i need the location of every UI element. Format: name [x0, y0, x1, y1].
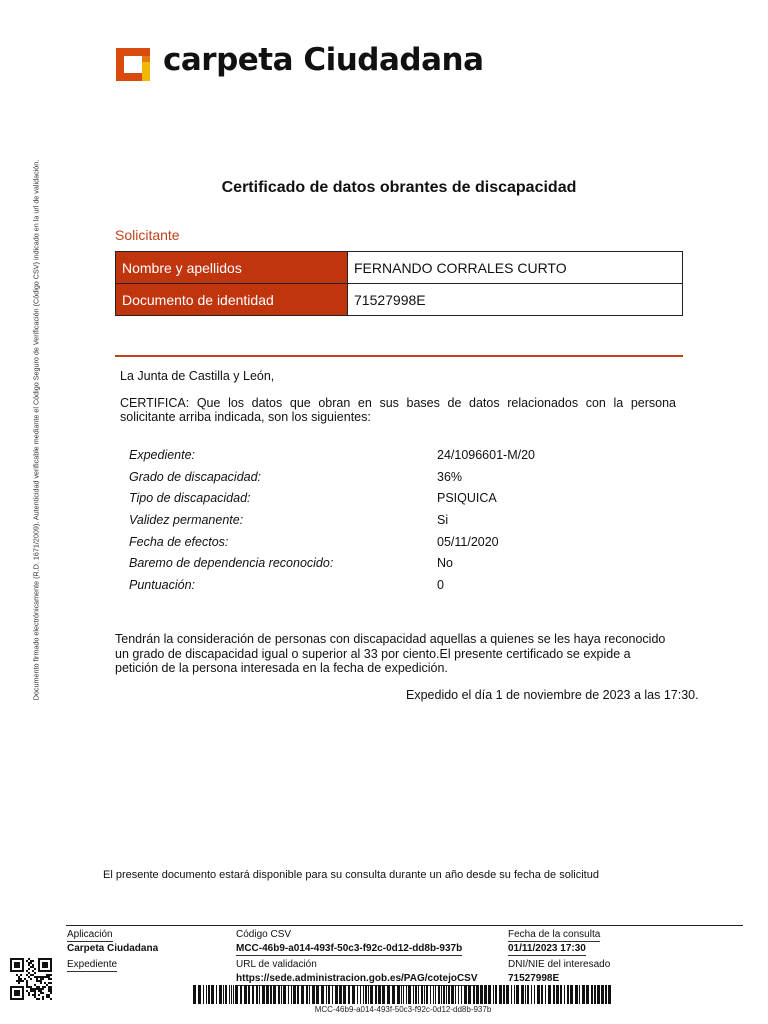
field-fecha-efectos	[129, 531, 649, 553]
date-label: Fecha de la consulta	[508, 929, 601, 940]
field-key: Expediente:	[129, 447, 196, 462]
dni-value: 71527998E	[508, 973, 560, 984]
certifies-text: CERTIFICA: Que los datos que obran en sus bases de datos relacionados con la persona solicitante arriba indicada, son los siguientes:	[120, 396, 676, 424]
app-label: Aplicación	[67, 929, 113, 940]
issued-date: Expedido el día 1 de noviembre de 2023 a las 17:30.	[406, 688, 699, 702]
field-value: 0	[437, 577, 444, 592]
field-key: Validez permanente:	[129, 512, 244, 527]
carpeta-logo-icon	[116, 48, 150, 81]
name-label: Nombre y apellidos	[116, 252, 348, 284]
dni-label: DNI/NIE del interesado	[508, 959, 611, 970]
footer-divider	[66, 925, 743, 926]
certificate-fields	[129, 444, 649, 596]
signature-side-note: Documento firmado electrónicamente (R.D. 1671/2009). Autenticidad verificable mediante el Código Seguro de Verificación (Código CSV) indicado en la url de validación.	[31, 159, 41, 701]
id-document-label: Documento de identidad	[116, 284, 348, 316]
field-puntuacion	[129, 574, 649, 596]
field-expediente	[129, 444, 649, 466]
csv-label: Código CSV	[236, 929, 292, 940]
field-key: Grado de discapacidad:	[129, 469, 262, 484]
document-title: Certificado de datos obrantes de discapacidad	[221, 179, 577, 196]
name-value: FERNANDO CORRALES CURTO	[348, 252, 683, 284]
field-value: 36%	[437, 469, 463, 484]
field-value: 24/1096601-M/20	[437, 447, 535, 462]
intro-text: La Junta de Castilla y León,	[120, 369, 275, 383]
field-key: Fecha de efectos:	[129, 534, 229, 549]
qr-code-icon	[10, 958, 52, 1000]
field-key: Puntuación:	[129, 577, 196, 592]
barcode-text: MCC-46b9-a014-493f-50c3-f92c-0d12-dd8b-937b	[314, 1005, 492, 1014]
field-value: Si	[437, 512, 449, 527]
field-key: Tipo de discapacidad:	[129, 491, 251, 506]
date-value: 01/11/2023 17:30	[508, 943, 586, 954]
disability-note: Tendrán la consideración de personas con discapacidad aquellas a quienes se les haya reconocido un grado de discapacidad igual o superior al 33 por ciento.El presente certificado se expide a petición de la persona interesada en la fecha de expedición.	[115, 632, 666, 675]
app-value: Carpeta Ciudadana	[67, 943, 159, 954]
field-value: No	[437, 556, 453, 571]
section-divider	[115, 355, 683, 357]
validation-url-link[interactable]: https://sede.administracion.gob.es/PAG/cotejoCSV	[236, 973, 478, 984]
field-tipo	[129, 487, 649, 509]
table-row	[116, 284, 683, 316]
url-label: URL de validación	[236, 959, 317, 970]
brand-name: carpeta Ciudadana	[163, 42, 484, 78]
field-key: Baremo de dependencia reconocido:	[129, 556, 334, 571]
field-grado	[129, 466, 649, 488]
applicant-table	[115, 251, 683, 316]
field-validez	[129, 509, 649, 531]
table-row	[116, 252, 683, 284]
field-value: PSIQUICA	[437, 491, 497, 506]
field-value: 05/11/2020	[437, 534, 499, 549]
applicant-section-label: Solicitante	[115, 227, 180, 243]
expediente-label: Expediente	[67, 959, 118, 970]
barcode-icon	[193, 985, 613, 1004]
field-baremo	[129, 552, 649, 574]
csv-value: MCC-46b9-a014-493f-50c3-f92c-0d12-dd8b-937b	[236, 943, 463, 954]
id-document-value: 71527998E	[348, 284, 683, 316]
availability-notice: El presente documento estará disponible para su consulta durante un año desde su fecha de solicitud	[103, 869, 599, 881]
